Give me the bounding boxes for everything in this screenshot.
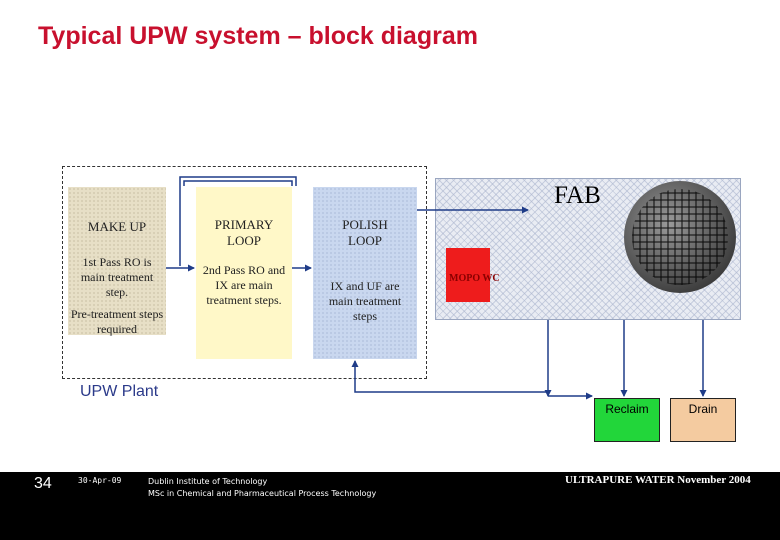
fab-label: FAB [554,182,601,209]
institution-name: Dublin Institute of Technology [148,477,268,486]
mopo-wc-label: MOPO WC [449,273,500,284]
makeup-title: MAKE UP [87,219,147,234]
footer-date: 30-Apr-09 [78,476,122,485]
footer-institution [148,476,376,500]
drain-box: Drain [670,398,736,442]
primary-title: PRIMARY LOOP [214,217,274,248]
polish-text: IX and UF are main treatment steps [328,279,402,323]
reclaim-box: Reclaim [594,398,660,442]
makeup-text-2: Pre-treatment steps required [70,307,164,336]
polish-title: POLISH LOOP [342,217,388,248]
program-name: MSc in Chemical and Pharmaceutical Process Technology [148,489,377,498]
page-number: 34 [34,475,52,492]
makeup-text-1: 1st Pass RO is main treatment step. [80,255,154,299]
primary-text: 2nd Pass RO and IX are main treatment steps. [202,263,286,307]
upw-plant-label: UPW Plant [80,383,159,400]
page-title: Typical UPW system – block diagram [38,22,478,50]
footer-note: ULTRAPURE WATER November 2004 [565,474,751,486]
